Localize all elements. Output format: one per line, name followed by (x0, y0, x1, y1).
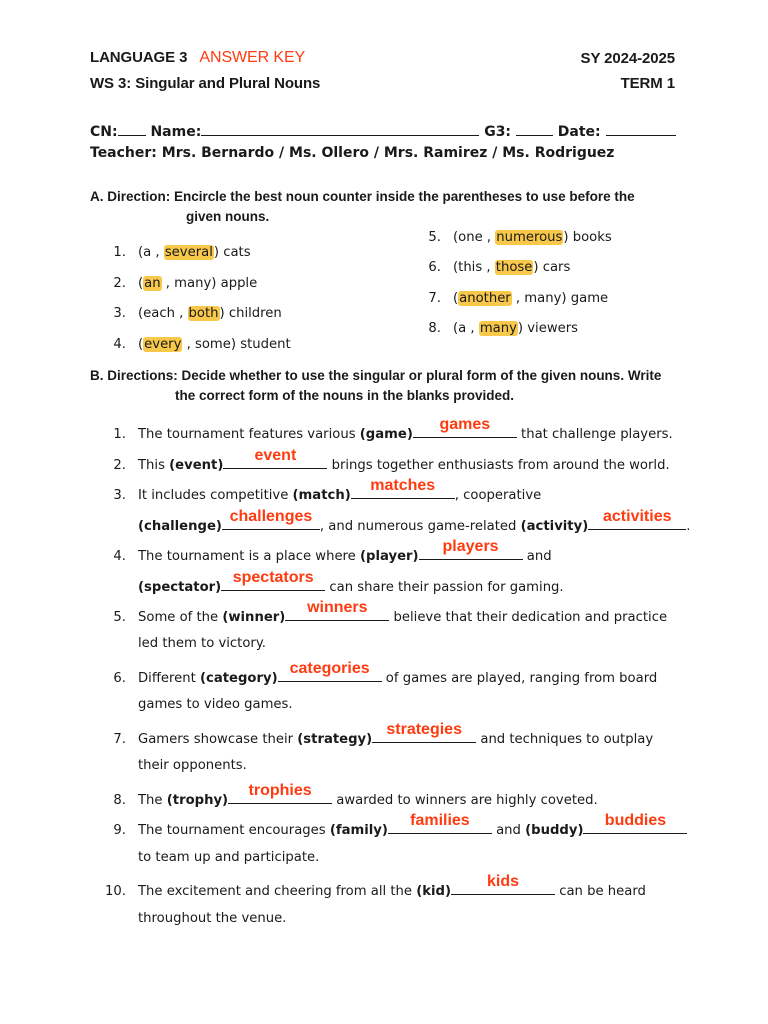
course-label: LANGUAGE 3 (90, 49, 188, 66)
cn-blank[interactable] (118, 122, 146, 136)
answer-text: families (410, 812, 470, 829)
answer-blank[interactable] (223, 447, 327, 469)
section-a-direction: A. Direction: Encircle the best noun counter inside the parentheses to use before the (90, 189, 635, 204)
list-item: 1. The tournament features various (game) games that challenge players. (113, 416, 673, 442)
answer-text: strategies (386, 721, 462, 738)
answer-blank[interactable] (588, 508, 686, 530)
given-noun: (game) (359, 427, 413, 442)
answer-blank[interactable] (419, 538, 523, 560)
list-item: 3. (each , both) children (113, 306, 282, 321)
worksheet-title: WS 3: Singular and Plural Nouns (90, 75, 321, 92)
list-item: 3. It includes competitive (match) matches , cooperative (113, 477, 542, 503)
answer-text: challenges (229, 508, 313, 525)
list-item: 8. The (trophy) trophies awarded to winners are highly coveted. (113, 782, 598, 808)
answer-text: players (442, 538, 499, 555)
given-noun: (family) (329, 823, 388, 838)
list-item: 2. (an , many) apple (113, 276, 258, 291)
highlighted-answer: those (495, 260, 533, 275)
list-item: 5. Some of the (winner) winners believe that their dedication and practice (113, 599, 668, 625)
highlighted-answer: numerous (496, 230, 563, 245)
highlighted-answer: an (144, 276, 161, 291)
school-year: SY 2024-2025 (580, 50, 675, 67)
answer-blank[interactable] (451, 873, 555, 895)
section-b-direction: B. Directions: Decide whether to use the singular or plural form of the given nouns. Write (90, 368, 662, 383)
answer-blank[interactable] (278, 660, 382, 682)
answer-text: spectators (232, 569, 314, 586)
highlighted-answer: both (188, 306, 219, 321)
given-noun: (buddy) (525, 823, 584, 838)
name-label: Name: (150, 124, 202, 140)
given-noun: (category) (199, 671, 278, 686)
answer-text: matches (370, 477, 436, 494)
answer-blank[interactable] (351, 477, 455, 499)
answer-text: buddies (604, 812, 667, 829)
answer-blank[interactable] (372, 721, 476, 743)
header-left (90, 49, 305, 67)
list-item: 10. The excitement and cheering from all the (kid) kids can be heard (105, 873, 646, 899)
date-label: Date: (557, 124, 601, 140)
list-item: 9. The tournament encourages (family) families and (buddy) buddies (104, 819, 687, 838)
list-item: 6. Different (category) categories of games are played, ranging from board (113, 660, 658, 686)
given-noun: (match) (292, 488, 351, 503)
list-item: 5. (one , numerous) books (428, 230, 612, 245)
given-noun: (challenge) (138, 519, 222, 534)
g3-blank[interactable] (516, 122, 553, 136)
student-info-line (90, 122, 676, 140)
highlighted-answer: another (459, 291, 511, 306)
answer-text: games (439, 416, 491, 433)
cn-label: CN: (90, 124, 118, 140)
answer-text: kids (487, 873, 520, 890)
list-item-cont: led them to victory. (138, 636, 266, 651)
given-noun: (event) (169, 458, 224, 473)
g3-label: G3: (484, 124, 512, 140)
section-a-direction-cont: given nouns. (186, 209, 270, 224)
given-noun: (winner) (222, 610, 286, 625)
answer-text: trophies (248, 782, 312, 799)
term-label: TERM 1 (620, 75, 675, 92)
answer-blank[interactable] (388, 812, 492, 834)
section-b-direction-cont: the correct form of the nouns in the blanks provided. (175, 388, 515, 403)
list-item: 2. This (event) event brings together enthusiasts from around the world. (113, 447, 670, 473)
highlighted-answer: several (164, 245, 213, 260)
given-noun: (activity) (520, 519, 589, 534)
answer-text: categories (289, 660, 370, 677)
answer-blank[interactable] (285, 599, 389, 621)
given-noun: (spectator) (138, 580, 222, 595)
list-item-cont: games to video games. (138, 697, 293, 712)
name-blank[interactable] (201, 122, 479, 136)
list-item-cont: (challenge) challenges , and numerous game-related (activity) activities . (138, 508, 691, 534)
teacher-line: Teacher: Mrs. Bernardo / Ms. Ollero / Mrs. Ramirez / Ms. Rodriguez (90, 145, 615, 161)
given-noun: (kid) (416, 884, 452, 899)
highlighted-answer: every (144, 337, 182, 352)
list-item-cont: (spectator) spectators can share their passion for gaming. (138, 569, 564, 595)
list-item: 1. (a , several) cats (113, 245, 251, 260)
answer-blank[interactable] (221, 569, 325, 591)
given-noun: (player) (360, 549, 419, 564)
answer-blank[interactable] (583, 812, 687, 834)
answer-text: event (254, 447, 297, 464)
list-item: 7. (another , many) game (428, 291, 609, 306)
highlighted-answer: many (479, 321, 517, 336)
answer-text: winners (307, 599, 368, 616)
given-noun: (trophy) (166, 793, 229, 808)
list-item: 8. (a , many) viewers (428, 321, 579, 336)
answer-text: activities (603, 508, 672, 525)
list-item: 7. Gamers showcase their (strategy) strategies and techniques to outplay (113, 721, 654, 747)
answer-blank[interactable] (222, 508, 320, 530)
list-item-cont: their opponents. (138, 758, 247, 773)
answer-blank[interactable] (413, 416, 517, 438)
list-item: 4. (every , some) student (113, 337, 291, 352)
given-noun: (strategy) (297, 732, 373, 747)
list-item: 6. (this , those) cars (428, 260, 571, 275)
list-item-cont: throughout the venue. (138, 911, 287, 926)
list-item-cont: to team up and participate. (138, 850, 320, 865)
answer-blank[interactable] (228, 782, 332, 804)
date-blank[interactable] (606, 122, 676, 136)
list-item: 4. The tournament is a place where (player) players and (113, 538, 552, 564)
answer-key-label: ANSWER KEY (199, 49, 306, 66)
